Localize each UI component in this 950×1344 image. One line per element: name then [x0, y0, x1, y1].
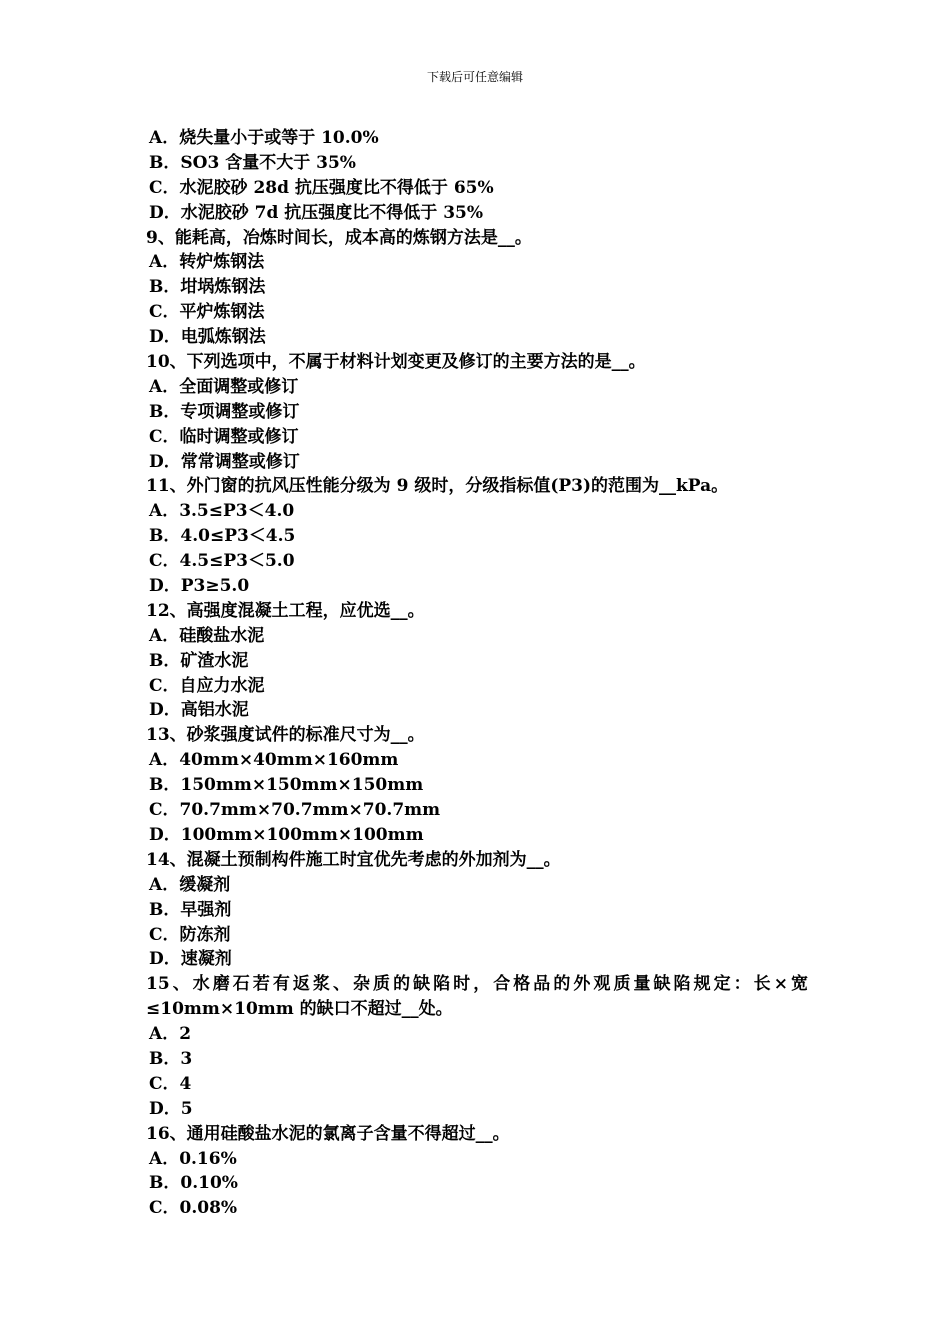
option-c: C．70.7mm×70.7mm×70.7mm: [149, 800, 441, 821]
option-d: D．速凝剂: [149, 949, 232, 970]
option-a: A．全面调整或修订: [149, 376, 299, 397]
question-15-line-2: ≤10mm×10mm 的缺口不超过__处。: [146, 999, 453, 1020]
option-a: A．转炉炼钢法: [149, 252, 265, 273]
question-9: 9、能耗高，冶炼时间长，成本高的炼钢方法是__。: [146, 227, 532, 248]
option-c: C．4: [149, 1073, 192, 1094]
option-c: C．临时调整或修订: [149, 426, 299, 447]
option-a: A．硅酸盐水泥: [149, 625, 265, 646]
option-a: A．缓凝剂: [149, 874, 231, 895]
question-12: 12、高强度混凝土工程，应优选__。: [146, 600, 425, 621]
option-c: C．自应力水泥: [149, 675, 265, 696]
option-d: D．P3≥5.0: [149, 576, 250, 597]
question-10: 10、下列选项中，不属于材料计划变更及修订的主要方法的是__。: [146, 352, 646, 373]
option-c: C．4.5≤P3＜5.0: [149, 551, 295, 572]
question-16: 16、通用硅酸盐水泥的氯离子含量不得超过__。: [146, 1123, 510, 1144]
option-b: B．4.0≤P3＜4.5: [149, 526, 296, 547]
option-a: A．2: [149, 1024, 192, 1045]
option-b: B．坩埚炼钢法: [149, 277, 266, 298]
option-b: B．SO3 含量不大于 35%: [149, 152, 356, 173]
option-a: A．烧失量小于或等于 10.0%: [149, 128, 379, 148]
option-d: D．5: [149, 1098, 193, 1119]
option-a: A．40mm×40mm×160mm: [149, 750, 399, 771]
question-13: 13、砂浆强度试件的标准尺寸为__。: [146, 725, 425, 746]
question-15-line-1: 15、水磨石若有返浆、杂质的缺陷时，合格品的外观质量缺陷规定：长×宽: [146, 974, 808, 995]
option-d: D．常常调整或修订: [149, 451, 300, 472]
option-b: B．150mm×150mm×150mm: [149, 775, 424, 796]
option-d: D．电弧炼钢法: [149, 327, 266, 348]
option-a: A．0.16%: [149, 1148, 237, 1169]
option-b: B．0.10%: [149, 1173, 238, 1194]
option-b: B．矿渣水泥: [149, 650, 249, 671]
option-c: C．平炉炼钢法: [149, 302, 265, 323]
option-d: D．高铝水泥: [149, 700, 249, 721]
question-11: 11、外门窗的抗风压性能分级为 9 级时，分级指标值(P3)的范围为__kPa。: [146, 476, 729, 497]
option-b: B．3: [149, 1048, 193, 1069]
page-header: 下载后可任意编辑: [426, 70, 523, 84]
option-a: A．3.5≤P3＜4.0: [149, 501, 295, 522]
option-c: C．0.08%: [149, 1198, 238, 1219]
document-body: [146, 126, 808, 1221]
question-14: 14、混凝土预制构件施工时宜优先考虑的外加剂为__。: [146, 849, 561, 870]
option-b: B．专项调整或修订: [149, 401, 300, 422]
option-c: C．防冻剂: [149, 924, 231, 945]
option-b: B．早强剂: [149, 899, 232, 920]
option-d: D．水泥胶砂 7d 抗压强度比不得低于 35%: [149, 202, 484, 223]
option-d: D．100mm×100mm×100mm: [149, 824, 424, 845]
option-c: C．水泥胶砂 28d 抗压强度比不得低于 65%: [149, 177, 494, 198]
